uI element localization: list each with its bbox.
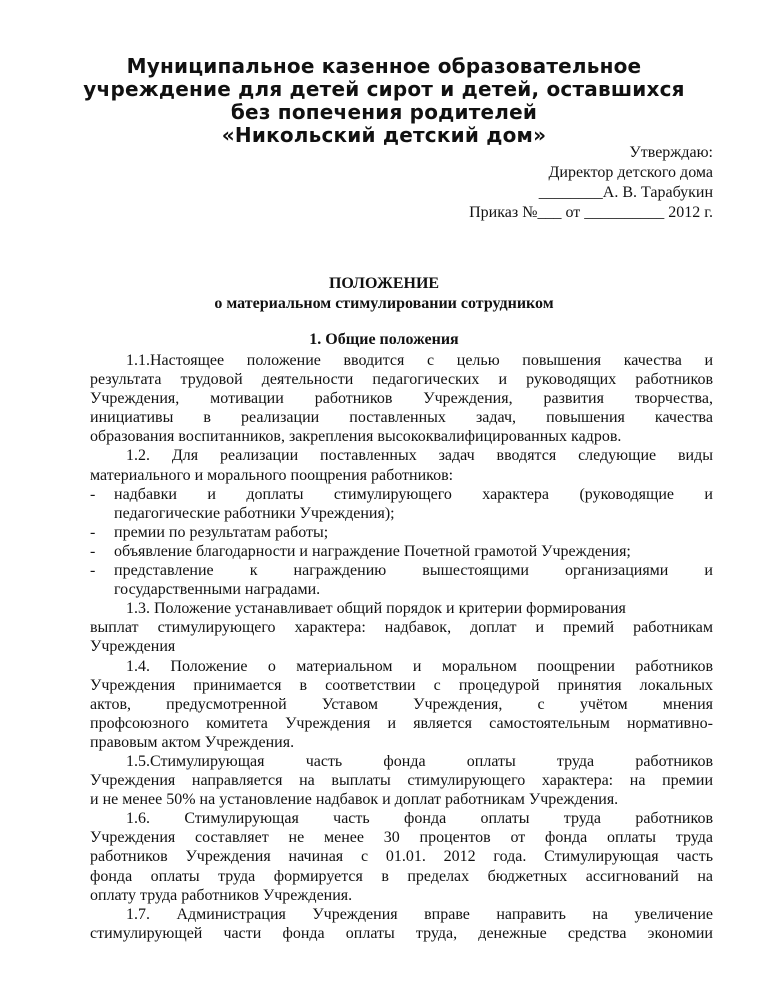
org-line-1: Муниципальное казенное образовательное xyxy=(126,54,642,78)
text-line: результата трудовой деятельности педагогических и руководящих работников xyxy=(90,371,713,389)
text-line: Учреждения xyxy=(90,638,176,656)
bullet-dash: - xyxy=(90,562,96,580)
organization-title xyxy=(60,55,708,147)
text-line: инициативы в реализации поставленных задач, повышения качества xyxy=(90,409,713,427)
text-line: педагогические работники Учреждения); xyxy=(114,504,395,522)
text-line: 1.4. Положение о материальном и моральном поощрении работников xyxy=(126,657,713,675)
bullet-dash: - xyxy=(90,485,96,503)
text-line: 1.2. Для реализации поставленных задач вводятся следующие виды xyxy=(126,447,713,465)
text-line: 1.7. Администрация Учреждения вправе направить на увеличение xyxy=(126,905,713,923)
bullet-text: объявление благодарности и награждение Почетной грамотой Учреждения; xyxy=(114,542,631,560)
approval-block xyxy=(469,143,713,223)
bullet-text: представление к награждению вышестоящими организациями и xyxy=(114,562,713,580)
bullet-item xyxy=(90,542,713,561)
bullet-dash: - xyxy=(90,523,96,541)
bullet-item xyxy=(90,485,713,504)
approval-line-3: ________А. В. Тарабукин xyxy=(538,184,713,201)
bullet-text: премии по результатам работы; xyxy=(114,523,329,541)
text-line: Учреждения принимается в соответствии с процедурой принятия локальных xyxy=(90,676,713,694)
text-line: 1.5.Стимулирующая часть фонда оплаты труда работников xyxy=(126,752,713,770)
text-line: актов, предусмотренной Уставом Учреждения, с учётом мнения xyxy=(90,695,713,713)
text-line: оплату труда работников Учреждения. xyxy=(90,886,353,904)
text-line: 1.3. Положение устанавливает общий порядок и критерии формирования xyxy=(126,600,626,618)
approval-line-1: Утверждаю: xyxy=(629,144,713,161)
text-line: 1.1.Настоящее положение вводится с целью повышения качества и xyxy=(126,352,713,369)
bullet-item xyxy=(90,561,713,580)
text-line: правовым актом Учреждения. xyxy=(90,733,295,751)
document-title: ПОЛОЖЕНИЕ xyxy=(328,275,440,292)
org-line-2: учреждение для детей сирот и детей, оставшихся xyxy=(83,77,685,101)
text-line: Учреждения направляется на выплаты стимулирующего характера: на премии xyxy=(90,772,713,790)
text-line: Учреждения, мотивации работников Учреждения, развития творчества, xyxy=(90,390,713,408)
document-body xyxy=(90,351,713,943)
document-heading xyxy=(0,274,768,314)
document-subtitle: о материальном стимулировании сотрудником xyxy=(214,295,554,312)
text-line: профсоюзного комитета Учреждения и является самостоятельным нормативно- xyxy=(90,714,713,732)
text-line: образования воспитанников, закрепления высококвалифицированных кадров. xyxy=(90,428,622,446)
text-line: выплат стимулирующего характера: надбавок, доплат и премий работникам xyxy=(90,619,713,637)
org-line-4: «Никольский детский дом» xyxy=(221,123,547,147)
text-line: материального и морального поощрения работников: xyxy=(90,466,454,484)
text-line: стимулирующей части фонда оплаты труда, денежные средства экономии xyxy=(90,924,713,942)
text-line: работников Учреждения начиная с 01.01. 2012 года. Стимулирующая часть xyxy=(90,848,713,866)
org-line-3: без попечения родителей xyxy=(230,100,538,124)
bullet-item xyxy=(90,523,713,542)
section-title: 1. Общие положения xyxy=(309,331,459,348)
text-line: и не менее 50% на установление надбавок и доплат работникам Учреждения. xyxy=(90,791,619,809)
text-line: государственными наградами. xyxy=(114,581,321,599)
approval-line-4: Приказ №___ от __________ 2012 г. xyxy=(469,204,713,221)
approval-line-2: Директор детского дома xyxy=(548,164,713,181)
text-line: Учреждения составляет не менее 30 процентов от фонда оплаты труда xyxy=(90,829,713,847)
text-line: фонда оплаты труда формируется в пределах бюджетных ассигнований на xyxy=(90,867,713,885)
bullet-dash: - xyxy=(90,542,96,560)
bullet-text: надбавки и доплаты стимулирующего характера (руководящие и xyxy=(114,485,713,503)
text-line: 1.6. Стимулирующая часть фонда оплаты труда работников xyxy=(126,810,713,828)
